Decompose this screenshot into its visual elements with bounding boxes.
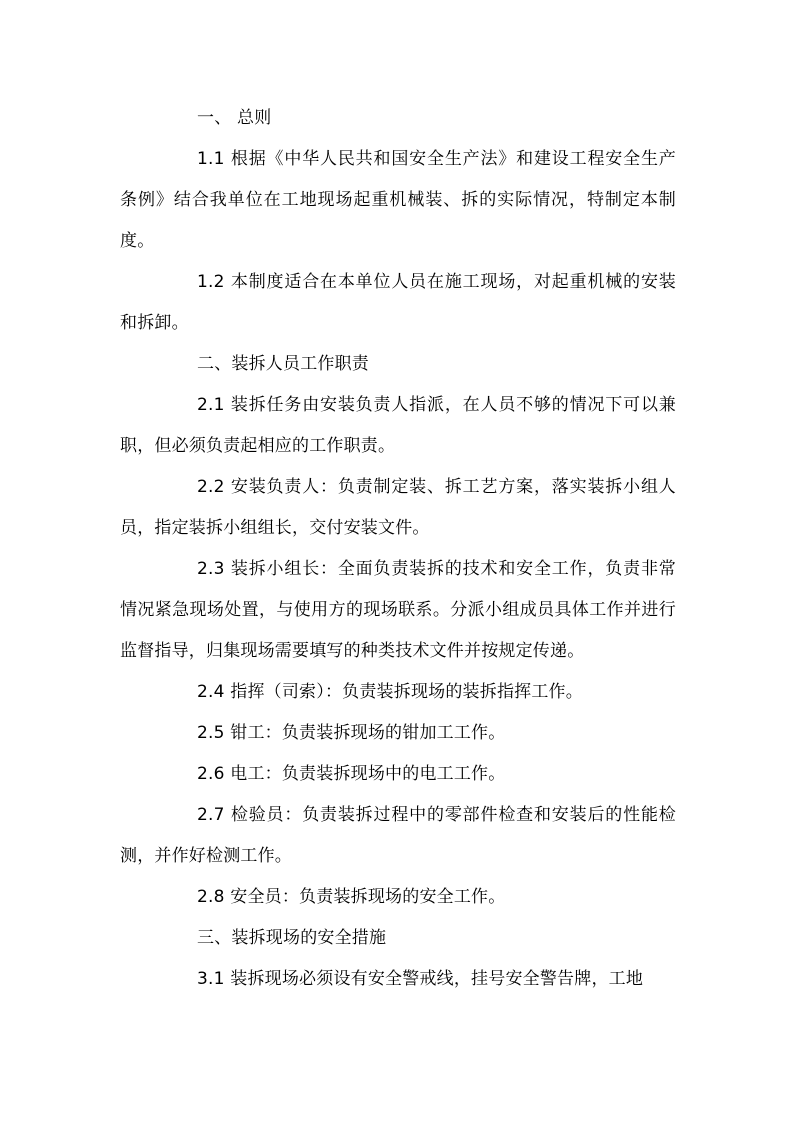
paragraph-1-1: 1.1 根据《中华人民共和国安全生产法》和建设工程安全生产条例》结合我单位在工地现场起重机械装、拆的实际情况，特制定本制度。 bbox=[120, 149, 676, 251]
section-heading-general: 一、 总则 bbox=[197, 108, 272, 128]
paragraph-2-4: 2.4 指挥（司索）：负责装拆现场的装拆指挥工作。 bbox=[197, 682, 583, 702]
paragraph-2-3: 2.3 装拆小组长：全面负责装拆的技术和安全工作，负责非常情况紧急现场处置，与使用方的现场联系。分派小组成员具体工作并进行监督指导，归集现场需要填写的种类技术文件并按规定传递。 bbox=[120, 559, 676, 661]
section-heading-safety-measures: 三、装拆现场的安全措施 bbox=[197, 928, 387, 948]
paragraph-2-6: 2.6 电工：负责装拆现场中的电工工作。 bbox=[197, 764, 506, 784]
paragraph-2-5: 2.5 钳工：负责装拆现场的钳加工工作。 bbox=[197, 723, 506, 743]
paragraph-2-2: 2.2 安装负责人：负责制定装、拆工艺方案，落实装拆小组人员，指定装拆小组组长，交付安装文件。 bbox=[120, 477, 676, 538]
paragraph-2-7: 2.7 检验员：负责装拆过程中的零部件检查和安装后的性能检测，并作好检测工作。 bbox=[120, 805, 676, 866]
paragraph-2-1: 2.1 装拆任务由安装负责人指派，在人员不够的情况下可以兼职，但必须负责起相应的工作职责。 bbox=[120, 395, 676, 456]
paragraph-1-2: 1.2 本制度适合在本单位人员在施工现场，对起重机械的安装和拆卸。 bbox=[120, 272, 676, 333]
paragraph-2-8: 2.8 安全员：负责装拆现场的安全工作。 bbox=[197, 887, 506, 907]
document-body bbox=[120, 98, 676, 1000]
paragraph-3-1: 3.1 装拆现场必须设有安全警戒线，挂号安全警告牌，工地 bbox=[197, 969, 644, 989]
section-heading-duties: 二、装拆人员工作职责 bbox=[197, 354, 369, 374]
